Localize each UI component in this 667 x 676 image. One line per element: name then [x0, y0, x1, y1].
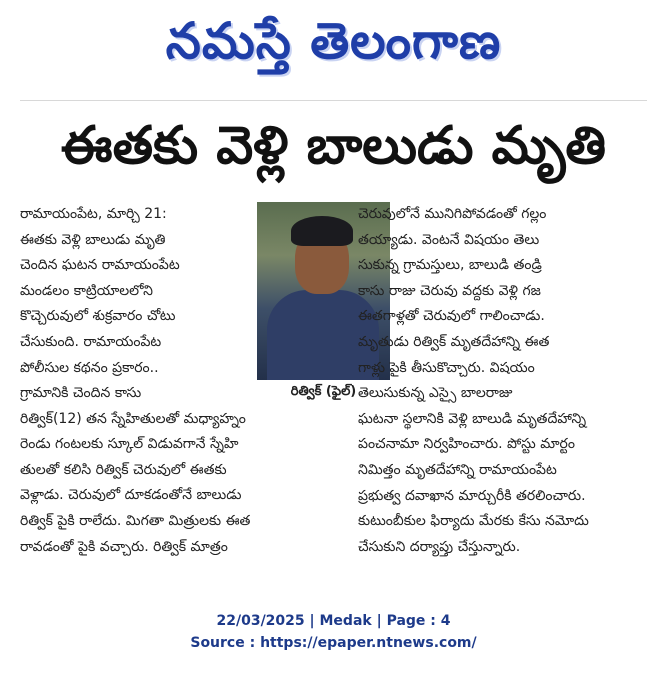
article-line: గాళ్లు పైకి తీసుకొచ్చారు. విషయం: [358, 359, 535, 376]
article-line: తులతో కలిసి రిత్విక్ చెరువులో ఈతకు: [20, 461, 227, 478]
article-line: రామాయంపేట, మార్చి 21:: [20, 206, 167, 222]
photo-figure-hair: [291, 216, 353, 246]
article-line: చెరువులోనే మునిగిపోవడంతో గల్లం: [358, 206, 547, 222]
article-line: పోలీసుల కథనం ప్రకారం..: [20, 359, 159, 376]
article-column-left-bottom: [20, 381, 348, 560]
article-line: సుకున్న గ్రామస్తులు, బాలుడి తండ్రి: [358, 257, 542, 274]
article-column-left-top: [20, 202, 252, 381]
article-line: మృతుడు రిత్విక్ మృతదేహాన్ని ఈత: [358, 333, 550, 350]
article-line: ప్రభుత్వ దవాఖాన మార్చురీకి తరలించారు.: [358, 487, 586, 504]
article-body: [0, 202, 667, 592]
clipping-footer: [0, 610, 667, 654]
article-line: వెళ్లాడు. చెరువులో దూకడంతోనే బాలుడు: [20, 487, 242, 504]
article-line: కొచ్చెరువులో శుక్రవారం చోటు: [20, 308, 176, 325]
newspaper-logo: నమస్తే తెలంగాణ: [165, 12, 502, 70]
article-line: మండలం కాట్రియాలలోని: [20, 282, 153, 299]
article-line: రావడంతో పైకి వచ్చారు. రిత్విక్ మాత్రం: [20, 538, 228, 555]
article-line: చెందిన ఘటన రామాయంపేట: [20, 257, 180, 274]
edition-info: 22/03/2025 | Medak | Page : 4: [216, 613, 451, 629]
masthead: [0, 0, 667, 95]
article-line: పంచనామా నిర్వహించారు. పోస్టు మార్టం: [358, 436, 575, 453]
article-line: కాసు రాజు చెరువు వద్దకు వెళ్లి గజ: [358, 282, 541, 299]
article-line: నిమిత్తం మృతదేహాన్ని రామాయంపేట: [358, 461, 557, 478]
article-line: ఈతగాళ్లతో చెరువులో గాలించాడు.: [358, 308, 545, 325]
article-line: తయ్యాడు. వెంటనే విషయం తెలు: [358, 231, 540, 248]
article-line: రిత్విక్ పైకి రాలేదు. మిగతా మిత్రులకు ఈత: [20, 512, 251, 529]
article-line: గ్రామానికి చెందిన కాసు: [20, 385, 142, 401]
article-line: రిత్విక్(12) తన స్నేహితులతో మధ్యాహ్నం: [20, 410, 246, 427]
source-link[interactable]: Source : https://epaper.ntnews.com/: [190, 635, 477, 651]
article-line: చేసుకుంది. రామాయంపేట: [20, 333, 162, 350]
article-line: ఘటనా స్థలానికి వెళ్లి బాలుడి మృతదేహాన్ని: [358, 410, 587, 427]
article-line: కుటుంబీకుల ఫిర్యాదు మేరకు కేసు నమోదు: [358, 513, 589, 530]
divider: [20, 100, 647, 101]
article-line: చేసుకుని దర్యాప్తు చేస్తున్నారు.: [358, 538, 521, 555]
article-line: రెండు గంటలకు స్కూల్ విడువగానే స్నేహి: [20, 436, 239, 453]
article-line: తెలుసుకున్న ఎస్సై బాలరాజు: [358, 385, 513, 402]
article-column-right: [358, 202, 648, 560]
article-line: ఈతకు వెళ్లి బాలుడు మృతి: [20, 231, 166, 248]
photo-caption: రిత్విక్ (ఫైల్): [290, 384, 357, 399]
article-headline: ఈతకు వెళ్లి బాలుడు మృతి: [60, 115, 607, 176]
